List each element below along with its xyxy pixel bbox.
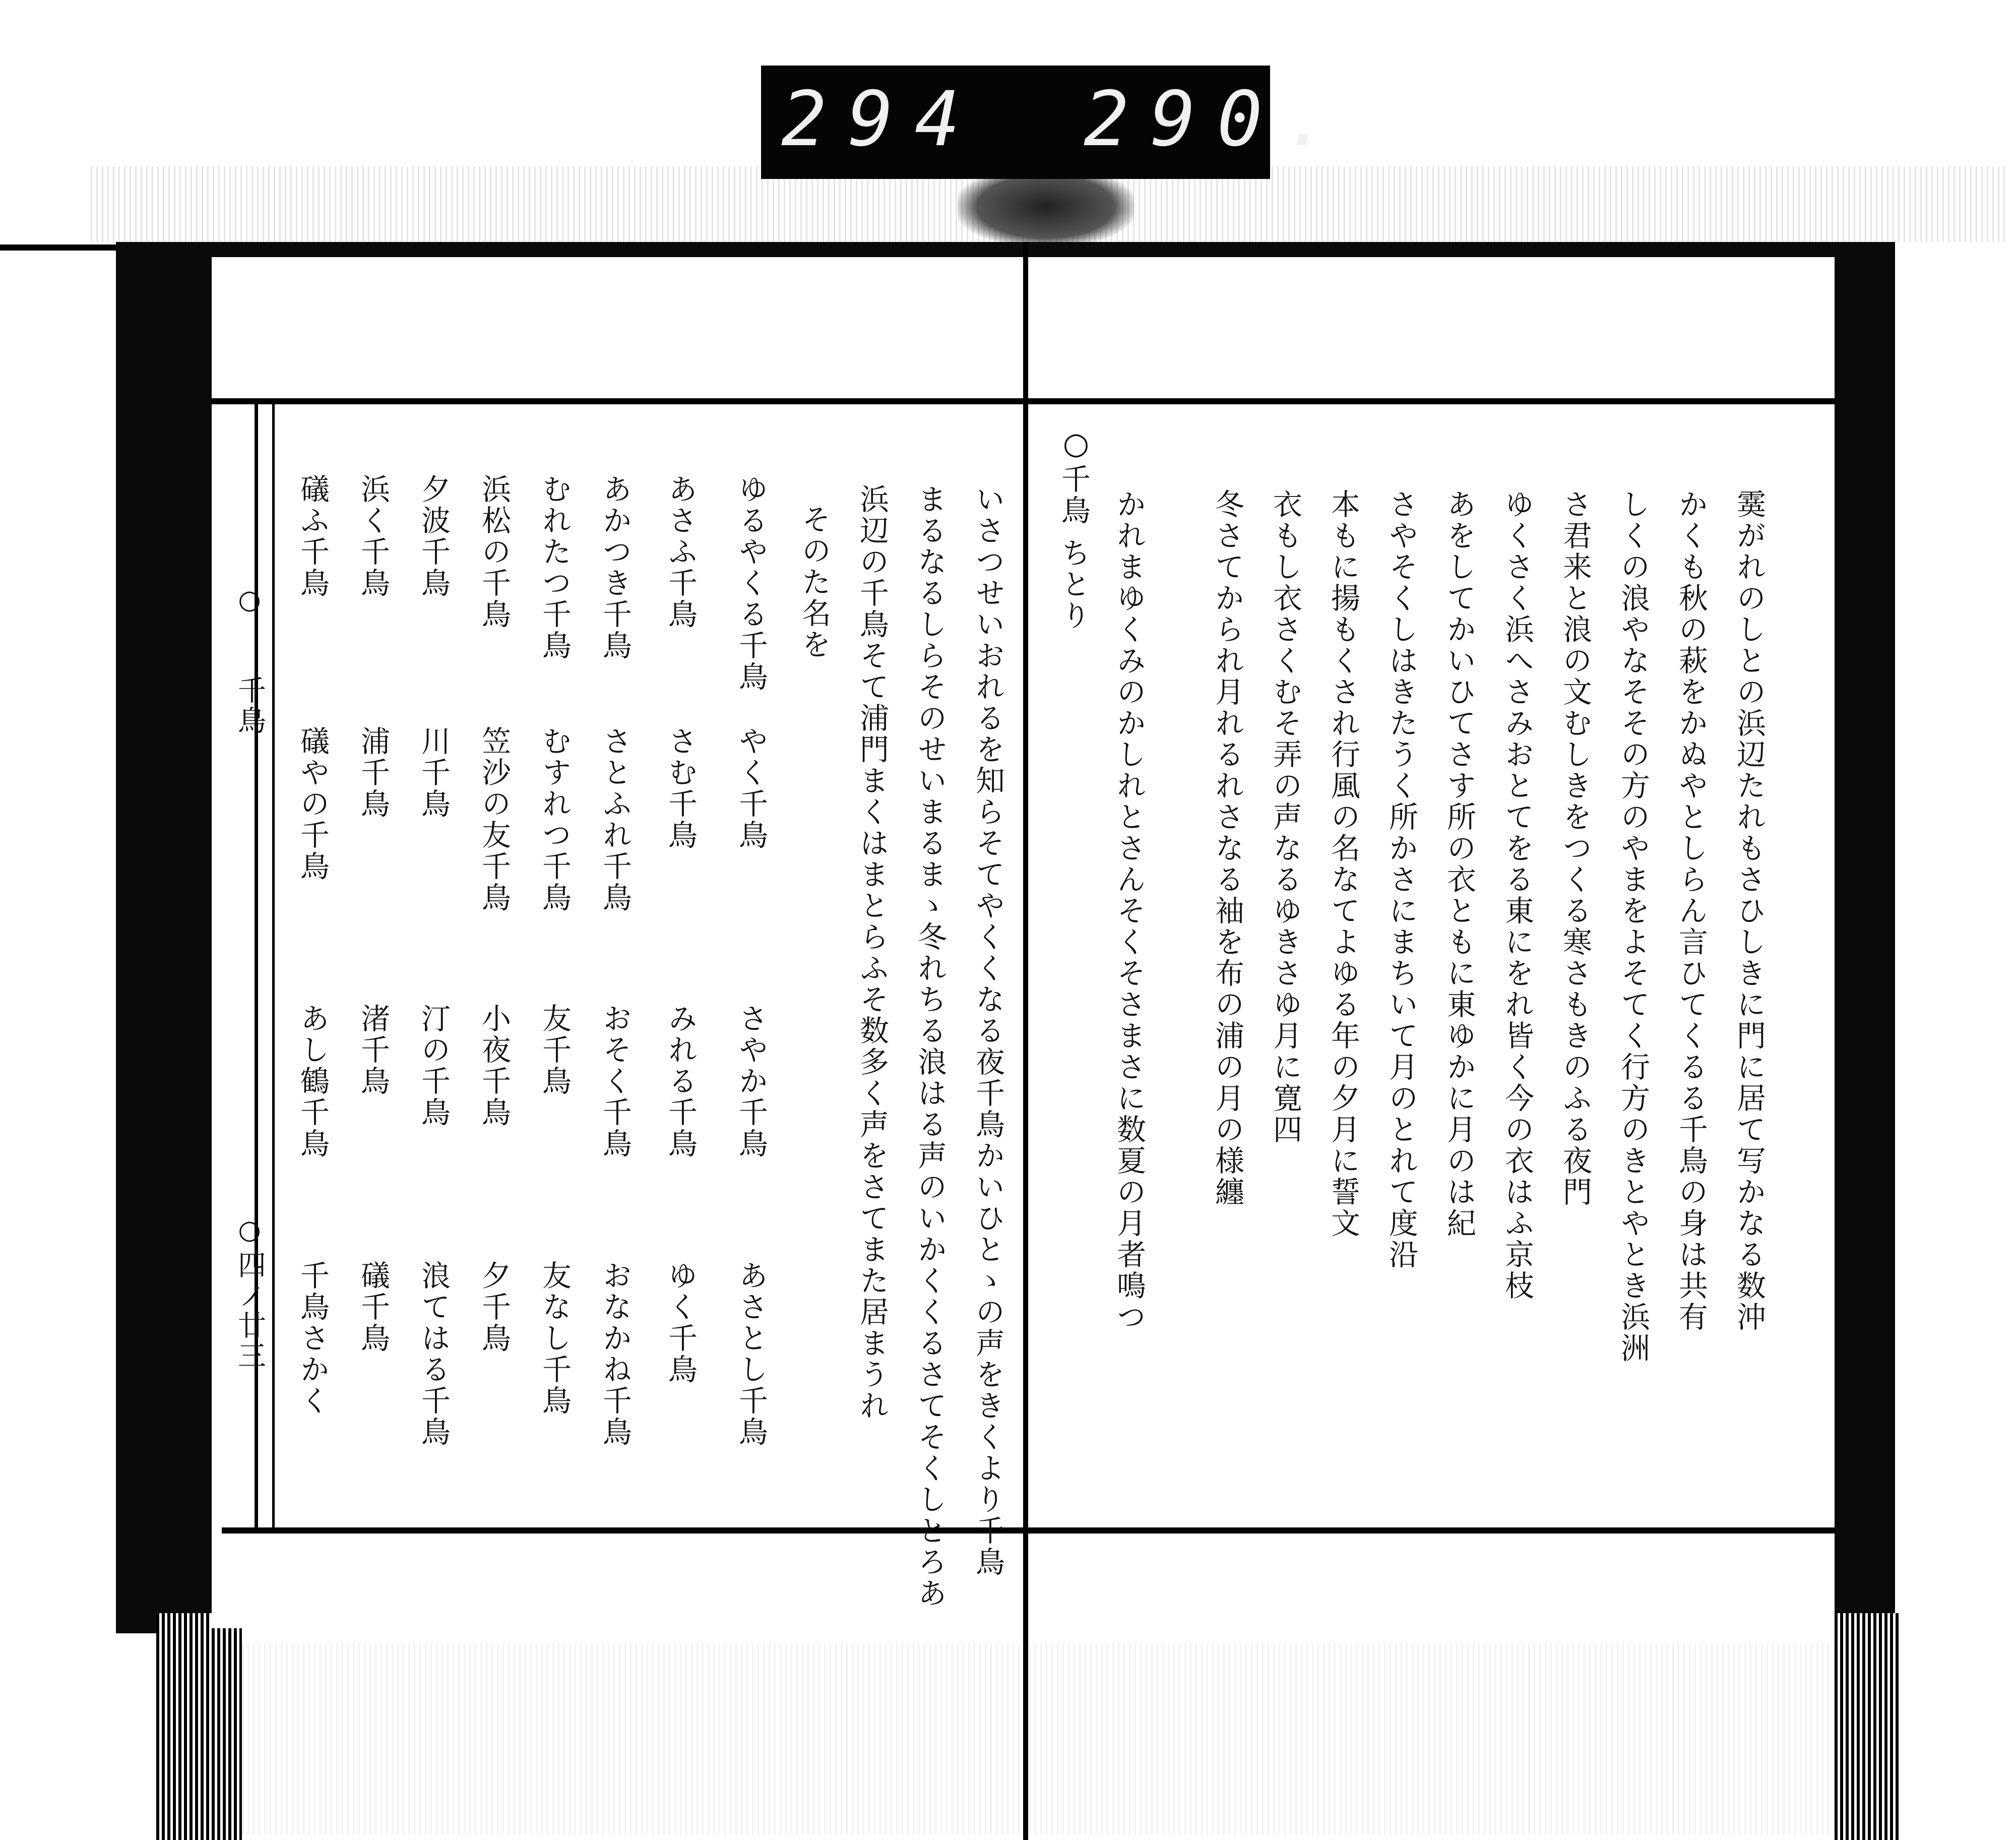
word-entry: おなかね千鳥 [598,1260,632,1448]
folio-number: 四ノ廿三 [233,1250,266,1371]
right-page-edges [1835,1613,1900,1840]
word-entry: さとふれ千鳥 [598,726,632,913]
word-entry: 夕波千鳥 [416,474,451,599]
section-heading: 千鳥 ちとり [1056,464,1091,632]
frame-counter-right: 290. [1084,76,1351,163]
word-entry: 川千鳥 [416,726,451,820]
word-entry: むすれつ千鳥 [537,726,572,913]
word-entry: 千鳥さかく [295,1260,330,1417]
text-column: かれまゆくみのかしれとさんそくそさまさに数夏の月者鳴つ [1112,489,1146,1333]
text-column: 冬さてかられ月れるれさなる袖を布の浦の月の様纏 [1210,489,1244,1208]
frame-counter-left: 294 [781,76,981,163]
word-entry: 友千鳥 [537,1003,572,1097]
word-entry: 礒ふ千鳥 [295,474,330,599]
left-margin-rule-inner [272,403,275,1532]
word-entry: さやか千鳥 [734,1003,768,1159]
text-column: あをしてかいひてさす所の衣ともに東ゆかに月のは紀 [1442,489,1476,1239]
word-entry: 浪てはる千鳥 [416,1260,451,1448]
intro-column: いさつせいおれるを知らそてやくくなる夜千鳥かいひとゝの声をきくより千鳥 [971,484,1005,1578]
word-entry: 浜松の千鳥 [477,474,511,630]
text-column: 本もに揚もくされ行風の名なてよゆる年の夕月に誓文 [1326,489,1360,1239]
text-column: 衣もし衣さくむそ弄の声なるゆきさゆ月に寛四 [1268,489,1302,1145]
heading-circle-mark: ○ [1058,426,1094,463]
word-entry: むれたつ千鳥 [537,474,572,661]
word-entry: 礒やの千鳥 [295,726,330,882]
word-entry: あし鶴千鳥 [295,1003,330,1159]
gutter-line [1023,242,1028,1840]
word-entry: おそく千鳥 [598,1003,632,1159]
word-entry: みれる千鳥 [663,1003,698,1159]
word-entry: 汀の千鳥 [416,1003,451,1128]
word-entry: 小夜千鳥 [477,1003,511,1128]
intro-column: まるなるしらそのせいまるまゝ冬れちる浪はる声のいかくくるさてそくしとろあ [913,484,947,1609]
left-page-edges [156,1613,242,1840]
margin-circle-mark: ○ [234,585,265,617]
word-entry: 礒千鳥 [356,1260,390,1354]
word-entry: 浜く千鳥 [356,474,390,599]
text-column: しくの浪やなそその方のやまをよそてく行方のきとやとき浜洲 [1616,489,1650,1364]
bottom-border [222,1527,1835,1534]
word-entry: あさふ千鳥 [663,474,698,630]
margin-label: 千鳥 [233,676,266,736]
word-entry: ゆく千鳥 [663,1260,698,1385]
intro-column: 浜辺の千鳥そて浦門まくはまとらふそ数多く声をさてまた居まうれ [855,484,889,1422]
word-entry: 友なし千鳥 [537,1260,572,1417]
frame-counter [761,66,1351,179]
word-entry: 夕千鳥 [477,1260,511,1354]
word-entry: 浦千鳥 [356,726,390,820]
lower-noise [242,1643,1835,1835]
word-entry: やく千鳥 [734,726,768,851]
word-entry: 渚千鳥 [356,1003,390,1097]
margin-circle-mark: ○ [234,1215,265,1247]
intro-column: そのた名を [797,504,831,660]
word-entry: ゆるやくる千鳥 [734,474,768,693]
word-entry: さむ千鳥 [663,726,698,851]
word-entry: あかつき千鳥 [598,474,632,661]
word-entry: あさとし千鳥 [734,1260,768,1448]
text-column: 霙がれのしとの浜辺たれもさひしきに門に居て写かなる数沖 [1732,489,1766,1333]
text-column: ゆくさく浜へさみおとてをる東にをれ皆く今の衣はふ京枝 [1500,489,1534,1302]
text-column: かくも秋の萩をかぬやとしらん言ひてくるる千鳥の身は共有 [1674,489,1708,1333]
text-column: さやそくしはきたうく所かさにまちいて月のとれて度沿 [1384,489,1418,1270]
text-column: さ君来と浪の文むしきをつくる寒さもきのふる夜門 [1558,489,1592,1208]
word-entry: 笠沙の友千鳥 [477,726,511,913]
